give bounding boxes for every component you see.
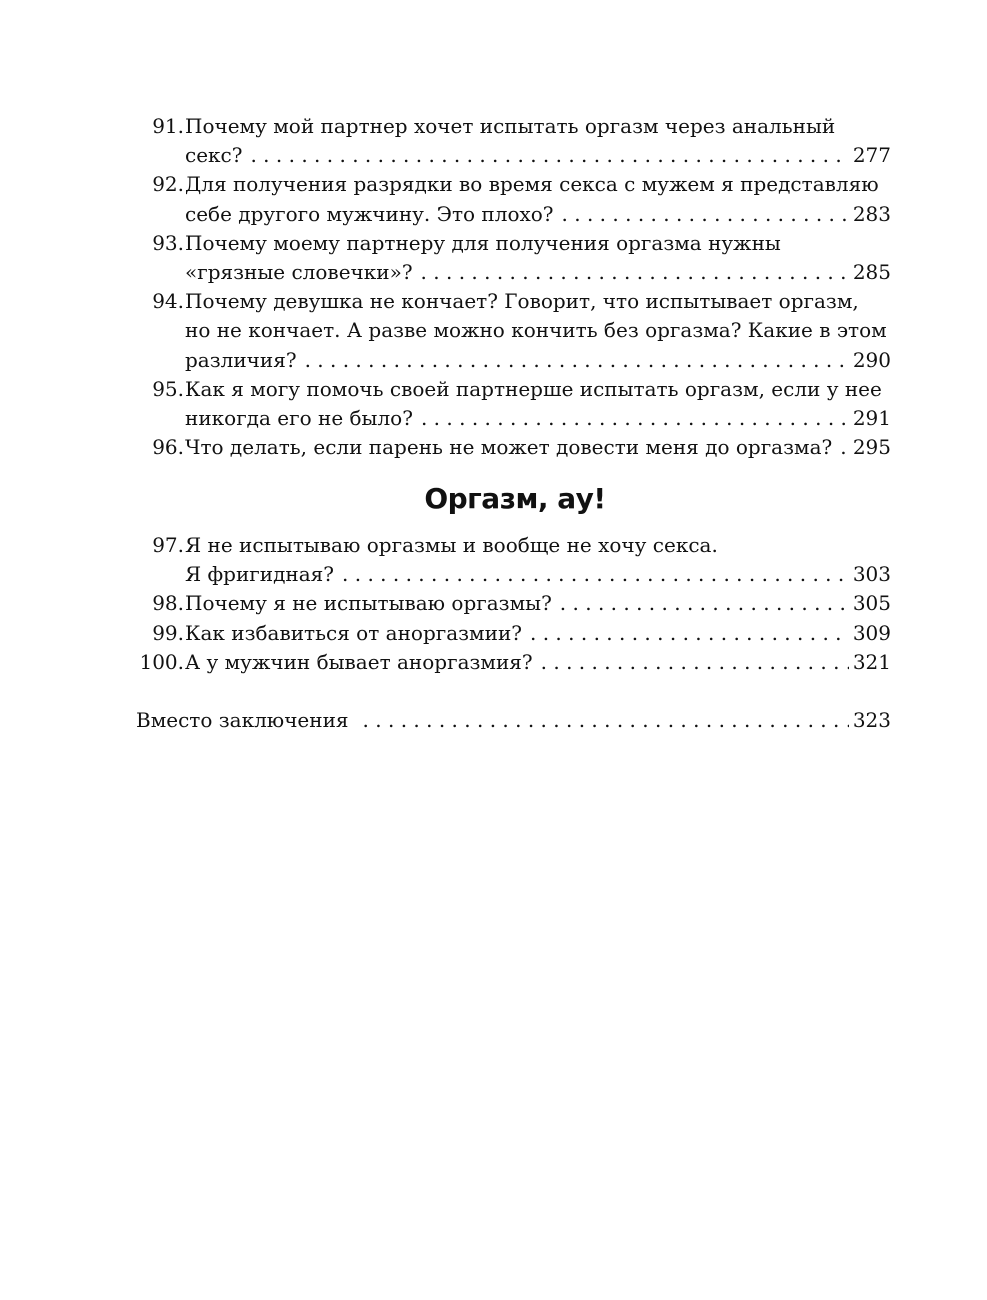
toc-entry-title-end: секс? bbox=[185, 143, 243, 168]
toc-entry-number: 94. bbox=[152, 289, 184, 314]
toc-entry-title-end: «грязные словечки»? bbox=[185, 260, 413, 285]
toc-entry[interactable] bbox=[136, 433, 891, 462]
toc-entry-title-end: Как избавиться от аноргазмии? bbox=[185, 620, 522, 645]
toc-entry-page: 321 bbox=[852, 649, 891, 674]
toc-entry[interactable] bbox=[136, 648, 891, 677]
dot-leader bbox=[560, 589, 849, 618]
toc-entry-number: 91. bbox=[152, 114, 184, 138]
dot-leader bbox=[250, 141, 848, 170]
toc-entry-page: 309 bbox=[852, 620, 891, 645]
toc-entry-line: Как я могу помочь своей партнерше испытать оргазм, если у нее bbox=[185, 376, 882, 401]
toc-entry-title-end: А у мужчин бывает аноргазмия? bbox=[185, 649, 533, 674]
toc-entry-page: 277 bbox=[852, 143, 891, 168]
section-title: Оргазм, ау! bbox=[424, 482, 606, 515]
toc-entry-title-end: себе другого мужчину. Это плохо? bbox=[185, 201, 554, 226]
toc-entry-page: 291 bbox=[852, 406, 891, 431]
toc-entry-title-end: Я фригидная? bbox=[185, 562, 335, 587]
dot-leader bbox=[840, 433, 849, 462]
toc-entry-page: 323 bbox=[852, 708, 891, 732]
toc-entry-number: 97. bbox=[152, 533, 184, 557]
toc-entry-title: Вместо заключения bbox=[136, 708, 349, 732]
toc-closing bbox=[136, 706, 891, 735]
toc-entry-number: 92. bbox=[152, 172, 184, 197]
toc-entry-page: 290 bbox=[852, 347, 891, 372]
toc-entry[interactable] bbox=[136, 170, 891, 228]
toc-entry-title-end: никогда его не было? bbox=[185, 406, 413, 431]
toc-entry-title-end: Что делать, если парень не может довести меня до оргазма? bbox=[185, 435, 833, 460]
dot-leader bbox=[305, 346, 849, 375]
toc-entry-number: 96. bbox=[152, 435, 184, 460]
toc-list-bottom bbox=[136, 531, 891, 677]
toc-entry[interactable] bbox=[136, 287, 891, 375]
toc-entry[interactable] bbox=[136, 375, 891, 433]
toc-entry-number: 99. bbox=[152, 620, 184, 645]
toc-entry-page: 303 bbox=[852, 562, 891, 587]
dot-leader bbox=[421, 404, 849, 433]
toc-entry[interactable] bbox=[136, 112, 891, 170]
toc-entry[interactable] bbox=[136, 619, 891, 648]
toc-entry-number: 100. bbox=[139, 649, 184, 674]
toc-entry-number: 95. bbox=[152, 376, 184, 401]
dot-leader bbox=[541, 648, 849, 677]
toc-entry-line: Почему девушка не кончает? Говорит, что испытывает оргазм, bbox=[185, 289, 859, 314]
toc-entry-closing[interactable] bbox=[136, 706, 891, 735]
toc-entry-line: Для получения разрядки во время секса с мужем я представляю bbox=[185, 172, 879, 197]
toc-list-top bbox=[136, 112, 891, 462]
toc-entry-line: Почему мой партнер хочет испытать оргазм через анальный bbox=[185, 114, 836, 138]
toc-entry-page: 283 bbox=[852, 201, 891, 226]
dot-leader bbox=[562, 200, 849, 229]
toc-entry-line: Почему моему партнеру для получения оргазма нужны bbox=[185, 230, 781, 255]
toc-entry-number: 93. bbox=[152, 230, 184, 255]
toc-entry-title-end: Почему я не испытываю оргазмы? bbox=[185, 591, 552, 616]
dot-leader bbox=[342, 560, 849, 589]
toc-entry[interactable] bbox=[136, 229, 891, 287]
toc-entry-title-end: различия? bbox=[185, 347, 297, 372]
toc-entry-line: Я не испытываю оргазмы и вообще не хочу секса. bbox=[185, 533, 718, 557]
toc-entry-page: 305 bbox=[852, 591, 891, 616]
toc-entry-line: но не кончает. А разве можно кончить без оргазма? Какие в этом bbox=[185, 318, 887, 343]
toc-entry-page: 295 bbox=[852, 435, 891, 460]
toc-entry-page: 285 bbox=[852, 260, 891, 285]
dot-leader bbox=[530, 619, 849, 648]
dot-leader bbox=[421, 258, 849, 287]
toc-entry-number: 98. bbox=[152, 591, 184, 616]
toc-entry[interactable] bbox=[136, 589, 891, 618]
dot-leader bbox=[363, 706, 849, 735]
toc-entry[interactable] bbox=[136, 531, 891, 589]
